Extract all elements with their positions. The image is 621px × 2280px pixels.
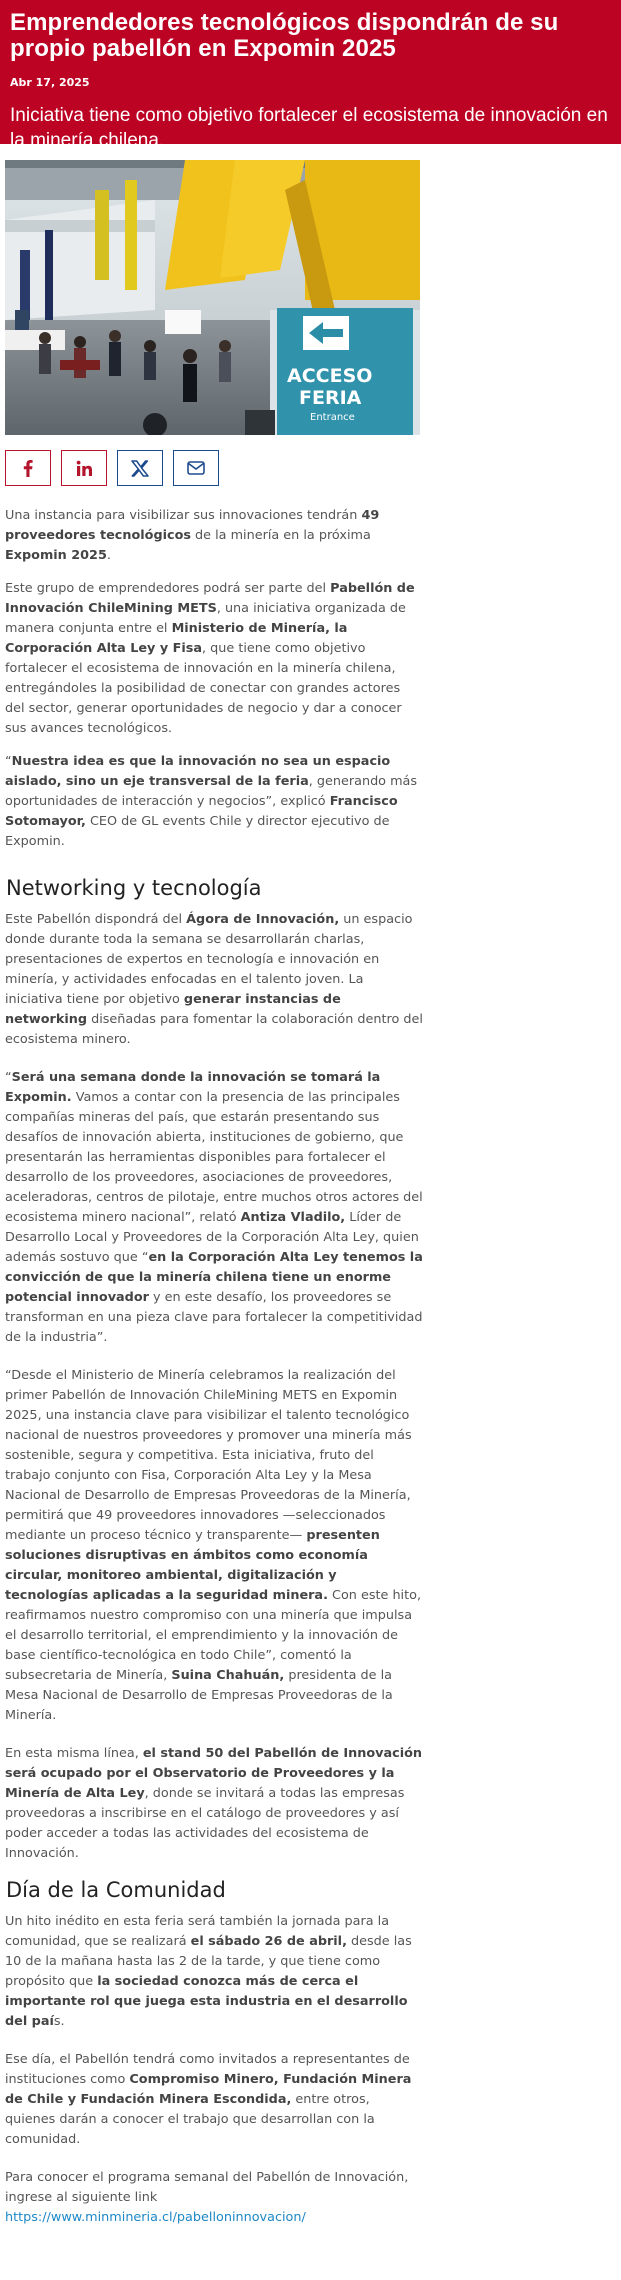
expo-entrance-photo: [5, 160, 420, 435]
sign-text-feria: FERIA: [299, 387, 362, 409]
paragraph-dia-comunidad: Un hito inédito en esta feria será también la jornada para la comunidad, que se realizará el sábado 26 de abril, desde las 10 de la mañana hasta las 2 de la tarde, y que tiene como propósito que la sociedad conozca más de cerca el importante rol que juega esta industria en el desarrollo del país.: [5, 1914, 412, 2029]
hero-image: [5, 160, 420, 435]
paragraph-quote-ministerio: “Desde el Ministerio de Minería celebramos la realización del primer Pabellón de Innovación ChileMining METS en Expomin 2025, una instancia clave para visibilizar el talento tecnológico nacional de nuestros proveedores y promover una minería más sostenible, segura y competitiva. Esta iniciativa, fruto del trabajo conjunto con Fisa, Corporación Alta Ley y la Mesa Nacional de Desarrollo de Empresas Proveedoras de la Minería, permitirá que 49 proveedores innovadores —seleccionados mediante un proceso técnico y transparente— presenten soluciones disruptivas en ámbitos como economía circular, monitoreo ambiental, digitalización y tecnologías aplicadas a la seguridad minera. Con este hito, reafirmamos nuestro compromiso con una minería que impulsa el desarrollo territorial, el emprendimiento y la innovación de base científico-tecnológica en todo Chile”, comentó la subsecretaria de Minería, Suina Chahuán, presidenta de la Mesa Nacional de Desarrollo de Empresas Proveedoras de la Minería.: [5, 1368, 422, 1723]
x-icon: [131, 460, 149, 477]
share-linkedin-button[interactable]: [61, 450, 107, 486]
paragraph-quote-sotomayor: “Nuestra idea es que la innovación no sea un espacio aislado, sino un eje transversal de la feria, generando más oportunidades de interacción y negocios”, explicó Francisco Sotomayor, CEO de GL events Chile y director ejecutivo de Expomin.: [5, 754, 418, 849]
sign-text-entrance: Entrance: [310, 412, 355, 423]
article-body: [0, 506, 428, 2228]
section-heading-networking: Networking y tecnología: [6, 876, 262, 900]
article-title: Emprendedores tecnológicos dispondrán de su propio pabellón en Expomin 2025: [10, 9, 559, 62]
paragraph-invitados: Ese día, el Pabellón tendrá como invitados a representantes de instituciones como Compromiso Minero, Fundación Minera de Chile y Fundación Minera Escondida, entre otros, quienes darán a conocer el trabajo que desarrollan con la comunidad.: [5, 2052, 412, 2147]
sign-text-acceso: ACCESO: [287, 365, 373, 387]
paragraph-agora: Este Pabellón dispondrá del Ágora de Innovación, un espacio donde durante toda la semana se desarrollarán charlas, presentaciones de expertos en tecnología e innovación en minería, y actividades enfocadas en el talento joven. La iniciativa tiene por objetivo generar instancias de networking diseñadas para fomentar la colaboración dentro del ecosistema minero.: [5, 912, 423, 1047]
paragraph-intro: Una instancia para visibilizar sus innovaciones tendrán 49 proveedores tecnológicos de la minería en la próxima Expomin 2025.: [5, 508, 380, 563]
mail-icon: [187, 461, 205, 475]
publish-date: Abr 17, 2025: [10, 76, 90, 89]
facebook-icon: [20, 459, 36, 477]
paragraph-stand-50: En esta misma línea, el stand 50 del Pabellón de Innovación será ocupado por el Observatorio de Proveedores y la Minería de Alta Ley, donde se invitará a todas las empresas proveedoras a inscribirse en el catálogo de proveedores y así poder acceder a todas las actividades del ecosistema de Innovación.: [5, 1746, 422, 1861]
section-heading-comunidad: Día de la Comunidad: [6, 1878, 226, 1902]
article-header: [0, 0, 621, 151]
share-facebook-button[interactable]: [5, 450, 51, 486]
share-x-button[interactable]: [117, 450, 163, 486]
article-subtitle: Iniciativa tiene como objetivo fortalecer el ecosistema de innovación en la minería chilena.: [10, 105, 608, 151]
linkedin-icon: [76, 460, 93, 477]
share-bar: [5, 450, 621, 486]
programa-link[interactable]: https://www.minmineria.cl/pabelloninnovacion/: [5, 2210, 306, 2225]
paragraph-quote-vladilo: “Será una semana donde la innovación se tomará la Expomin. Vamos a contar con la presencia de las principales compañías mineras del país, que estarán presentando sus desafíos de innovación abierta, instituciones de gobierno, que presentarán las herramientas disponibles para fortalecer el desarrollo de los proveedores, asociaciones de proveedores, aceleradoras, centros de pilotaje, entre muchos otros actores del ecosistema minero nacional”, relató Antiza Vladilo, Líder de Desarrollo Local y Proveedores de la Corporación Alta Ley, quien además sostuvo que “en la Corporación Alta Ley tenemos la convicción de que la minería chilena tiene un enorme potencial innovador y en este desafío, los proveedores se transforman en una pieza clave para fortalecer la competitividad de la industria”.: [5, 1070, 423, 1345]
arrow-left-icon: [303, 316, 349, 350]
paragraph-pabellon: Este grupo de emprendedores podrá ser parte del Pabellón de Innovación ChileMining METS, una iniciativa organizada de manera conjunta entre el Ministerio de Minería, la Corporación Alta Ley y Fisa, que tiene como objetivo fortalecer el ecosistema de innovación en la minería chilena, entregándoles la posibilidad de conectar con grandes actores del sector, generar oportunidades de negocio y dar a conocer sus avances tecnológicos.: [5, 581, 415, 736]
paragraph-programa: Para conocer el programa semanal del Pabellón de Innovación, ingrese al siguiente link https://www.minmineria.cl/pabelloninnovacion/: [5, 2170, 409, 2225]
share-email-button[interactable]: [173, 450, 219, 486]
